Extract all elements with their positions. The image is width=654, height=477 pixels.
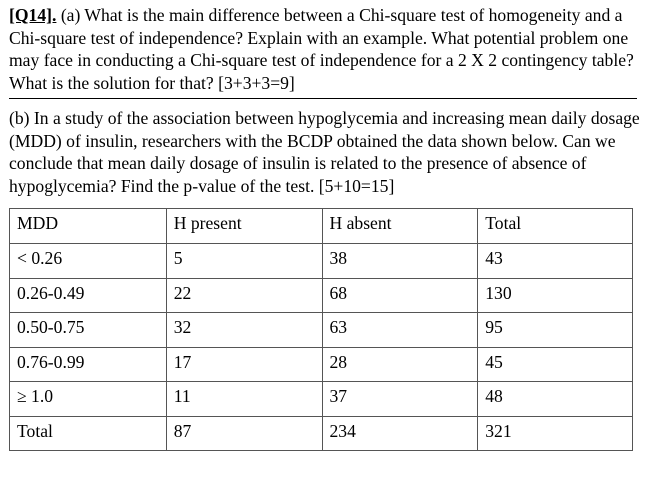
cell-total: 130 bbox=[478, 278, 633, 313]
cell-total: 95 bbox=[478, 313, 633, 348]
cell-h-absent: 38 bbox=[322, 244, 478, 279]
question-part-b: (b) In a study of the association between hypoglycemia and increasing mean daily dosage (MDD) of insulin, researchers with the BCDP obtained the data shown below. Can we conclude that mean daily dosage of insulin is related to the presence of absence of hypoglycemia? Find the p-value of the test. [5+10=15] bbox=[9, 108, 640, 196]
cell-h-present: 5 bbox=[166, 244, 322, 279]
cell-total: 321 bbox=[478, 416, 633, 451]
cell-mdd: ≥ 1.0 bbox=[10, 382, 167, 417]
cell-h-present: 87 bbox=[166, 416, 322, 451]
cell-h-absent: 68 bbox=[322, 278, 478, 313]
question-id: [Q14]. bbox=[9, 5, 57, 25]
cell-h-absent: 28 bbox=[322, 347, 478, 382]
cell-h-present: 17 bbox=[166, 347, 322, 382]
header-mdd: MDD bbox=[10, 209, 167, 244]
cell-h-absent: 37 bbox=[322, 382, 478, 417]
header-total: Total bbox=[478, 209, 633, 244]
cell-h-present: 32 bbox=[166, 313, 322, 348]
cell-mdd: 0.26-0.49 bbox=[10, 278, 167, 313]
cell-mdd: < 0.26 bbox=[10, 244, 167, 279]
header-h-present: H present bbox=[166, 209, 322, 244]
table-header-row bbox=[10, 209, 633, 244]
cell-mdd: 0.50-0.75 bbox=[10, 313, 167, 348]
table-total-row bbox=[10, 416, 633, 451]
cell-mdd: Total bbox=[10, 416, 167, 451]
cell-total: 48 bbox=[478, 382, 633, 417]
part-a-text: (a) What is the main difference between a Chi-square test of homogeneity and a Chi-square test of independence? Explain with an example. What potential problem one may face in conducting a Chi-square test of independence for a 2 X 2 contingency table? What is the solution for that? [3+3+3=9] bbox=[9, 5, 634, 93]
contingency-table bbox=[9, 208, 633, 451]
cell-mdd: 0.76-0.99 bbox=[10, 347, 167, 382]
table-row bbox=[10, 382, 633, 417]
table-row bbox=[10, 313, 633, 348]
cell-total: 43 bbox=[478, 244, 633, 279]
cell-h-absent: 234 bbox=[322, 416, 478, 451]
cell-h-absent: 63 bbox=[322, 313, 478, 348]
question-part-a bbox=[9, 4, 637, 99]
header-h-absent: H absent bbox=[322, 209, 478, 244]
table-row bbox=[10, 244, 633, 279]
table-row bbox=[10, 347, 633, 382]
cell-h-present: 22 bbox=[166, 278, 322, 313]
cell-h-present: 11 bbox=[166, 382, 322, 417]
cell-total: 45 bbox=[478, 347, 633, 382]
table-row bbox=[10, 278, 633, 313]
